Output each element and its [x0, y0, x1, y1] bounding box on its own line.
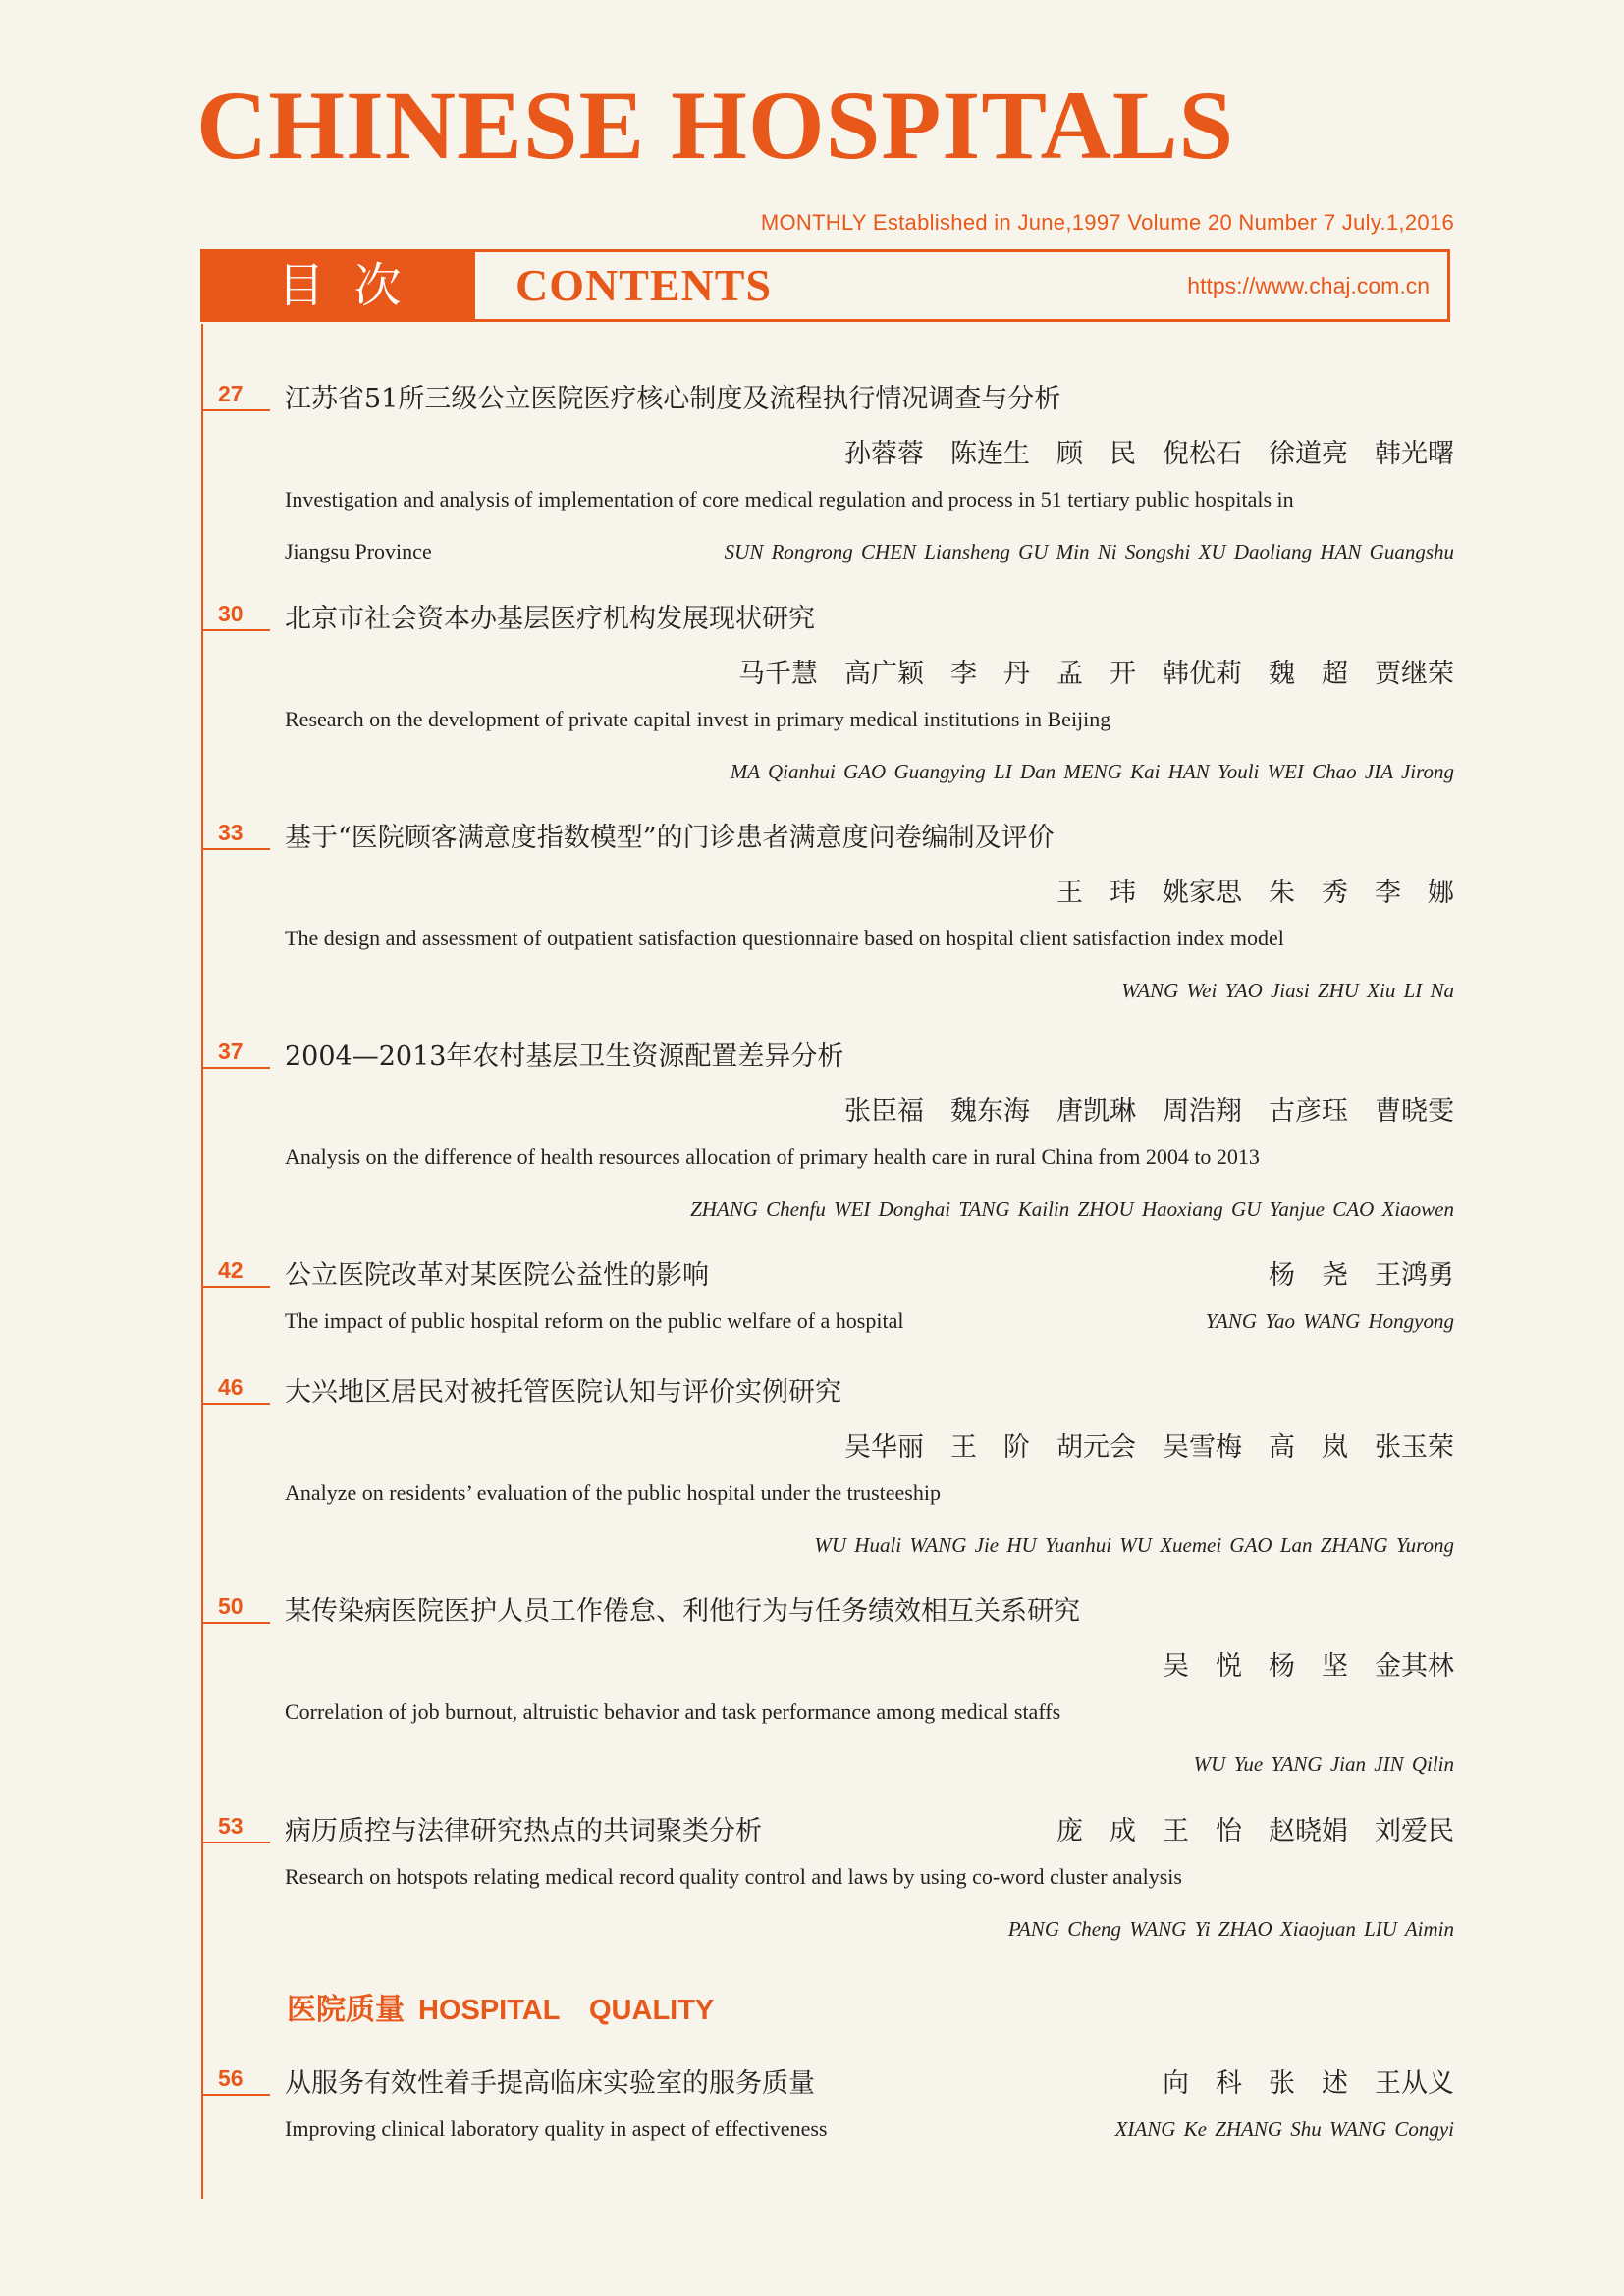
- page-number[interactable]: 37: [218, 1039, 244, 1064]
- section-heading-en: HOSPITAL QUALITY: [418, 1995, 715, 2026]
- page-number[interactable]: 56: [218, 2065, 244, 2091]
- zh-article-title[interactable]: 基于“医院顾客满意度指数模型”的门诊患者满意度问卷编制及评价: [285, 823, 1055, 853]
- contents-bar: [200, 249, 1450, 322]
- zh-authors: 向 科 张 述 王从义: [1163, 2068, 1454, 2099]
- zh-authors: 吴 悦 杨 坚 金其林: [1163, 1651, 1454, 1682]
- journal-url[interactable]: https://www.chaj.com.cn: [1187, 273, 1430, 298]
- zh-authors: 庞 成 王 怡 赵晓娟 刘爱民: [1056, 1816, 1454, 1846]
- page-number[interactable]: 50: [218, 1593, 244, 1619]
- page-number[interactable]: 46: [218, 1374, 244, 1400]
- page-number[interactable]: 27: [218, 381, 244, 406]
- section-heading-hospital-quality: [287, 1985, 714, 2028]
- en-article-title[interactable]: The design and assessment of outpatient satisfaction questionnaire based on hospital client satisfaction index model: [285, 926, 1284, 950]
- en-authors: WANG Wei YAO Jiasi ZHU Xiu LI Na: [1121, 979, 1454, 1002]
- zh-article-title[interactable]: 大兴地区居民对被托管医院认知与评价实例研究: [285, 1377, 841, 1408]
- journal-masthead: CHINESE HOSPITALS: [196, 71, 1235, 180]
- page-number-rule: [201, 1842, 270, 1843]
- en-authors: WU Huali WANG Jie HU Yuanhui WU Xuemei GAO Lan ZHANG Yurong: [814, 1533, 1454, 1557]
- en-article-title[interactable]: Research on hotspots relating medical record quality control and laws by using co-word cluster analysis: [285, 1864, 1182, 1889]
- page-number-rule: [201, 2094, 270, 2096]
- page-number[interactable]: 42: [218, 1257, 244, 1283]
- page-number-rule: [201, 1286, 270, 1288]
- zh-article-title[interactable]: 病历质控与法律研究热点的共词聚类分析: [285, 1816, 762, 1846]
- zh-authors: 张臣福 魏东海 唐凯琳 周浩翔 古彦珏 曹晓雯: [844, 1096, 1454, 1127]
- en-authors: PANG Cheng WANG Yi ZHAO Xiaojuan LIU Aimin: [1007, 1917, 1454, 1941]
- page-number-rule: [201, 1067, 270, 1069]
- zh-article-title[interactable]: 北京市社会资本办基层医疗机构发展现状研究: [285, 604, 815, 634]
- zh-authors: 吴华丽 王 阶 胡元会 吴雪梅 高 岚 张玉荣: [844, 1432, 1454, 1463]
- zh-authors: 孙蓉蓉 陈连生 顾 民 倪松石 徐道亮 韩光曙: [844, 439, 1454, 469]
- page-number[interactable]: 33: [218, 820, 244, 845]
- en-article-title[interactable]: Analyze on residents’ evaluation of the public hospital under the trusteeship: [285, 1480, 941, 1505]
- en-article-title[interactable]: The impact of public hospital reform on the public welfare of a hospital: [285, 1308, 904, 1333]
- page-number-rule: [201, 1622, 270, 1624]
- en-authors: MA Qianhui GAO Guangying LI Dan MENG Kai HAN Youli WEI Chao JIA Jirong: [730, 760, 1454, 783]
- zh-article-title[interactable]: 某传染病医院医护人员工作倦怠、利他行为与任务绩效相互关系研究: [285, 1596, 1080, 1627]
- contents-en-label: CONTENTS: [515, 260, 773, 310]
- page-number-rule: [201, 1403, 270, 1405]
- en-article-title[interactable]: Correlation of job burnout, altruistic behavior and task performance among medical staffs: [285, 1699, 1061, 1724]
- en-authors: ZHANG Chenfu WEI Donghai TANG Kailin ZHOU Haoxiang GU Yanjue CAO Xiaowen: [690, 1198, 1454, 1221]
- en-article-title[interactable]: Investigation and analysis of implementation of core medical regulation and process in 51 tertiary public hospitals in: [285, 487, 1294, 511]
- zh-article-title[interactable]: 公立医院改革对某医院公益性的影响: [285, 1260, 709, 1291]
- zh-authors: 杨 尧 王鸿勇: [1269, 1260, 1454, 1291]
- en-article-title[interactable]: Analysis on the difference of health resources allocation of primary health care in rural China from 2004 to 2013: [285, 1145, 1260, 1169]
- page-number-rule: [201, 629, 270, 631]
- en-authors: YANG Yao WANG Hongyong: [1205, 1309, 1454, 1333]
- page-number[interactable]: 30: [218, 601, 244, 626]
- zh-article-title[interactable]: 2004—2013年农村基层卫生资源配置差异分析: [285, 1041, 844, 1072]
- page-number[interactable]: 53: [218, 1813, 244, 1839]
- en-article-title-cont[interactable]: Jiangsu Province: [285, 539, 432, 563]
- zh-article-title[interactable]: 从服务有效性着手提高临床实验室的服务质量: [285, 2068, 815, 2099]
- zh-article-title[interactable]: 江苏省51所三级公立医院医疗核心制度及流程执行情况调查与分析: [285, 384, 1061, 414]
- en-article-title[interactable]: Improving clinical laboratory quality in aspect of effectiveness: [285, 2116, 828, 2141]
- contents-zh-label: 目次: [203, 252, 475, 319]
- section-heading-zh: 医院质量: [287, 1993, 405, 2027]
- page-number-rule: [201, 848, 270, 850]
- en-authors: WU Yue YANG Jian JIN Qilin: [1193, 1752, 1454, 1776]
- zh-authors: 王 玮 姚家思 朱 秀 李 娜: [1056, 878, 1454, 908]
- zh-authors: 马千慧 高广颖 李 丹 孟 开 韩优莉 魏 超 贾继荣: [738, 659, 1454, 689]
- issue-info: MONTHLY Established in June,1997 Volume 20 Number 7 July.1,2016: [760, 210, 1454, 235]
- en-authors: SUN Rongrong CHEN Liansheng GU Min Ni Songshi XU Daoliang HAN Guangshu: [724, 540, 1454, 563]
- page-number-rule: [201, 409, 270, 411]
- en-article-title[interactable]: Research on the development of private capital invest in primary medical institutions in Beijing: [285, 707, 1111, 731]
- en-authors: XIANG Ke ZHANG Shu WANG Congyi: [1114, 2117, 1454, 2141]
- toc-margin-rule: [201, 324, 203, 2199]
